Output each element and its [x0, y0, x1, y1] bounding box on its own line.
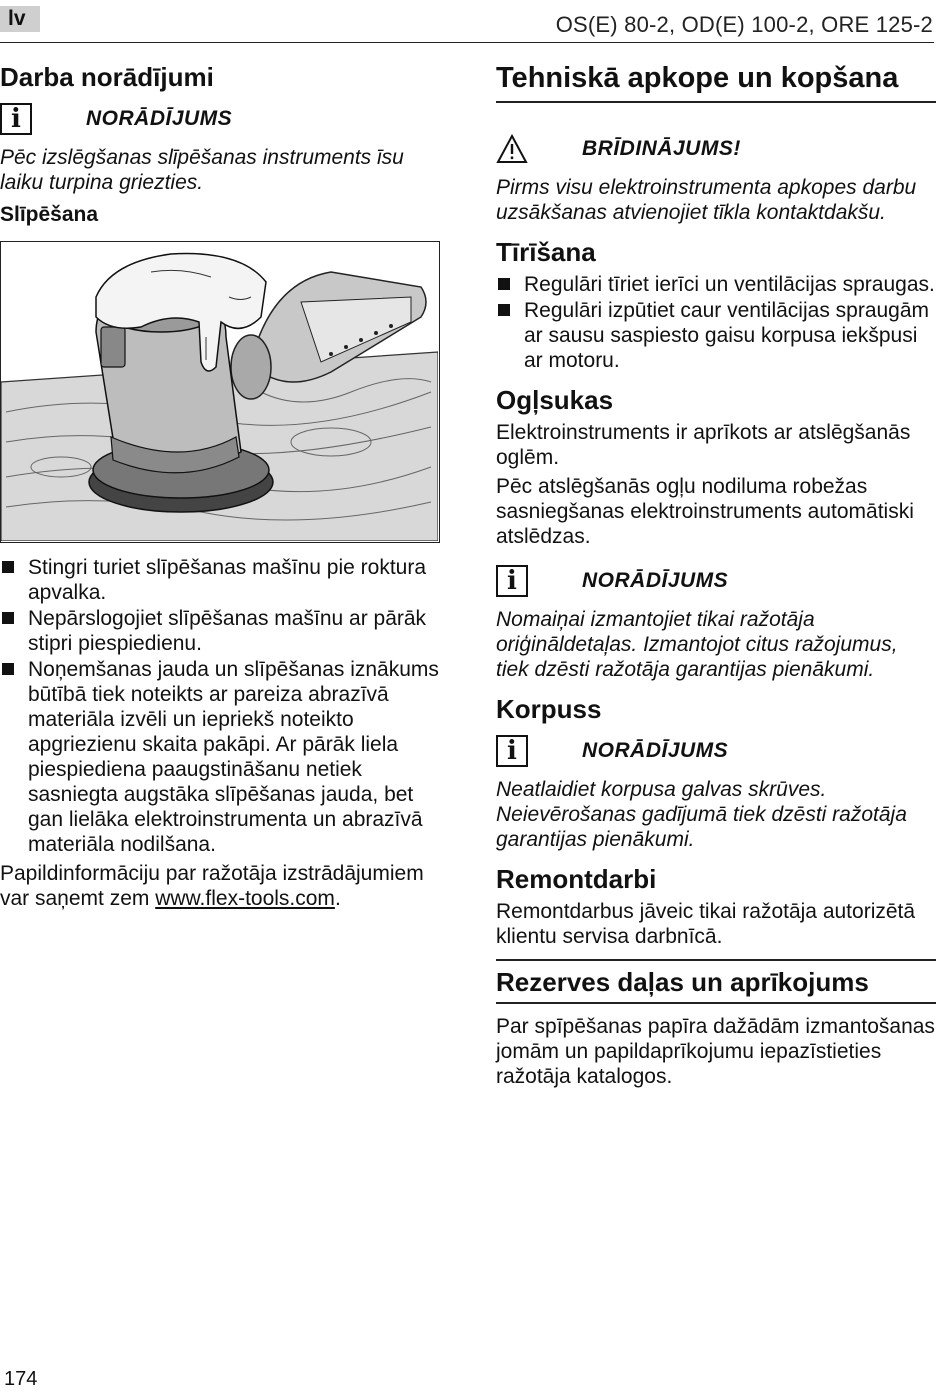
section-title-work-instructions: Darba norādījumi: [0, 62, 214, 92]
left-column: [0, 58, 446, 915]
note-title: NORĀDĪJUMS: [582, 739, 729, 762]
website-link[interactable]: www.flex-tools.com: [155, 887, 335, 910]
note-block: [0, 101, 446, 137]
info-icon: i: [0, 103, 32, 135]
subsection-title-sanding: Slīpēšana: [0, 203, 99, 226]
note-text: Pēc izslēgšanas slīpēšanas instruments īsu laiku turpina griezties.: [0, 146, 404, 194]
warning-title: BRĪDINĀJUMS!: [582, 137, 741, 160]
info-text: Papildinformāciju par ražotāja izstrādājumiem var saņemt zem: [0, 862, 424, 910]
warning-text: Pirms visu elektroinstrumenta apkopes darbu uzsākšanas atvienojiet tīkla kontaktdakšu.: [496, 176, 917, 224]
note-block: [496, 563, 936, 599]
manufacturer-info: [0, 861, 446, 911]
page-number: 174: [4, 1368, 38, 1390]
subsection-title-housing: Korpuss: [496, 694, 602, 724]
sanding-bullet-list: [0, 555, 446, 857]
header-divider: [0, 42, 934, 43]
subsection-title-repairs: Remontdarbi: [496, 864, 657, 894]
note-title: NORĀDĪJUMS: [582, 569, 729, 592]
section-title-maintenance: Tehniskā apkope un kopšana: [496, 62, 936, 103]
subsection-title-spare-parts: Rezerves daļas un aprīkojums: [496, 959, 936, 998]
list-item: Regulāri izpūtiet caur ventilācijas spraugām ar sausu saspiesto gaisu korpusa iekšpusi ar motoru.: [496, 298, 936, 373]
subsection-title-brushes: Ogļsukas: [496, 385, 614, 415]
subsection-title-cleaning: Tīrīšana: [496, 237, 596, 267]
list-item: Nepārslogojiet slīpēšanas mašīnu ar pārāk stipri piespiedienu.: [0, 606, 446, 656]
list-item: Stingri turiet slīpēšanas mašīnu pie roktura apvalka.: [0, 555, 446, 605]
spare-parts-text: Par spīpēšanas papīra dažādām izmantošanas jomām un papildaprīkojumu iepazīstieties ražotāja katalogos.: [496, 1002, 936, 1089]
info-icon: i: [496, 735, 528, 767]
brushes-text-1: Elektroinstruments ir aprīkots ar atslēgšanās oglēm.: [496, 421, 911, 469]
info-icon: i: [496, 565, 528, 597]
warning-icon: [496, 133, 528, 165]
right-column: [496, 58, 936, 1093]
note-title: NORĀDĪJUMS: [86, 107, 233, 130]
note-text: Nomaiņai izmantojiet tikai ražotāja oriģināldetaļas. Izmantojot citus ražojumus, tiek dzēsti ražotāja garantijas pienākumi.: [496, 608, 898, 681]
warning-block: [496, 131, 936, 167]
list-item: Regulāri tīriet ierīci un ventilācijas spraugas.: [496, 272, 936, 297]
brushes-text-2: Pēc atslēgšanās ogļu nodiluma robežas sasniegšanas elektroinstruments automātiski atslēdzas.: [496, 475, 914, 548]
language-tag: lv: [0, 6, 40, 32]
sander-illustration: [0, 241, 440, 543]
note-block: [496, 733, 936, 769]
note-text: Neatlaidiet korpusa galvas skrūves. Neievērošanas gadījumā tiek dzēsti ražotāja garantijas pienākumi.: [496, 778, 907, 851]
info-end: .: [334, 887, 341, 910]
list-item: Noņemšanas jauda un slīpēšanas iznākums būtībā tiek noteikts ar pareiza abrazīvā materiāla izvēli un iepriekš noteikto apgriezienu skaita pakāpi. Ar pārāk liela piespiediena paaugstināšanu netiek sasniegta augstāka slīpēšanas jauda, bet gan lielāka elektroinstrumenta un abrazīvā materiāla nodilšana.: [0, 657, 446, 857]
repairs-text: Remontdarbus jāveic tikai ražotāja autorizētā klientu servisa darbnīcā.: [496, 900, 916, 948]
model-header: OS(E) 80-2, OD(E) 100-2, ORE 125-2: [555, 12, 933, 37]
cleaning-bullet-list: [496, 272, 936, 373]
